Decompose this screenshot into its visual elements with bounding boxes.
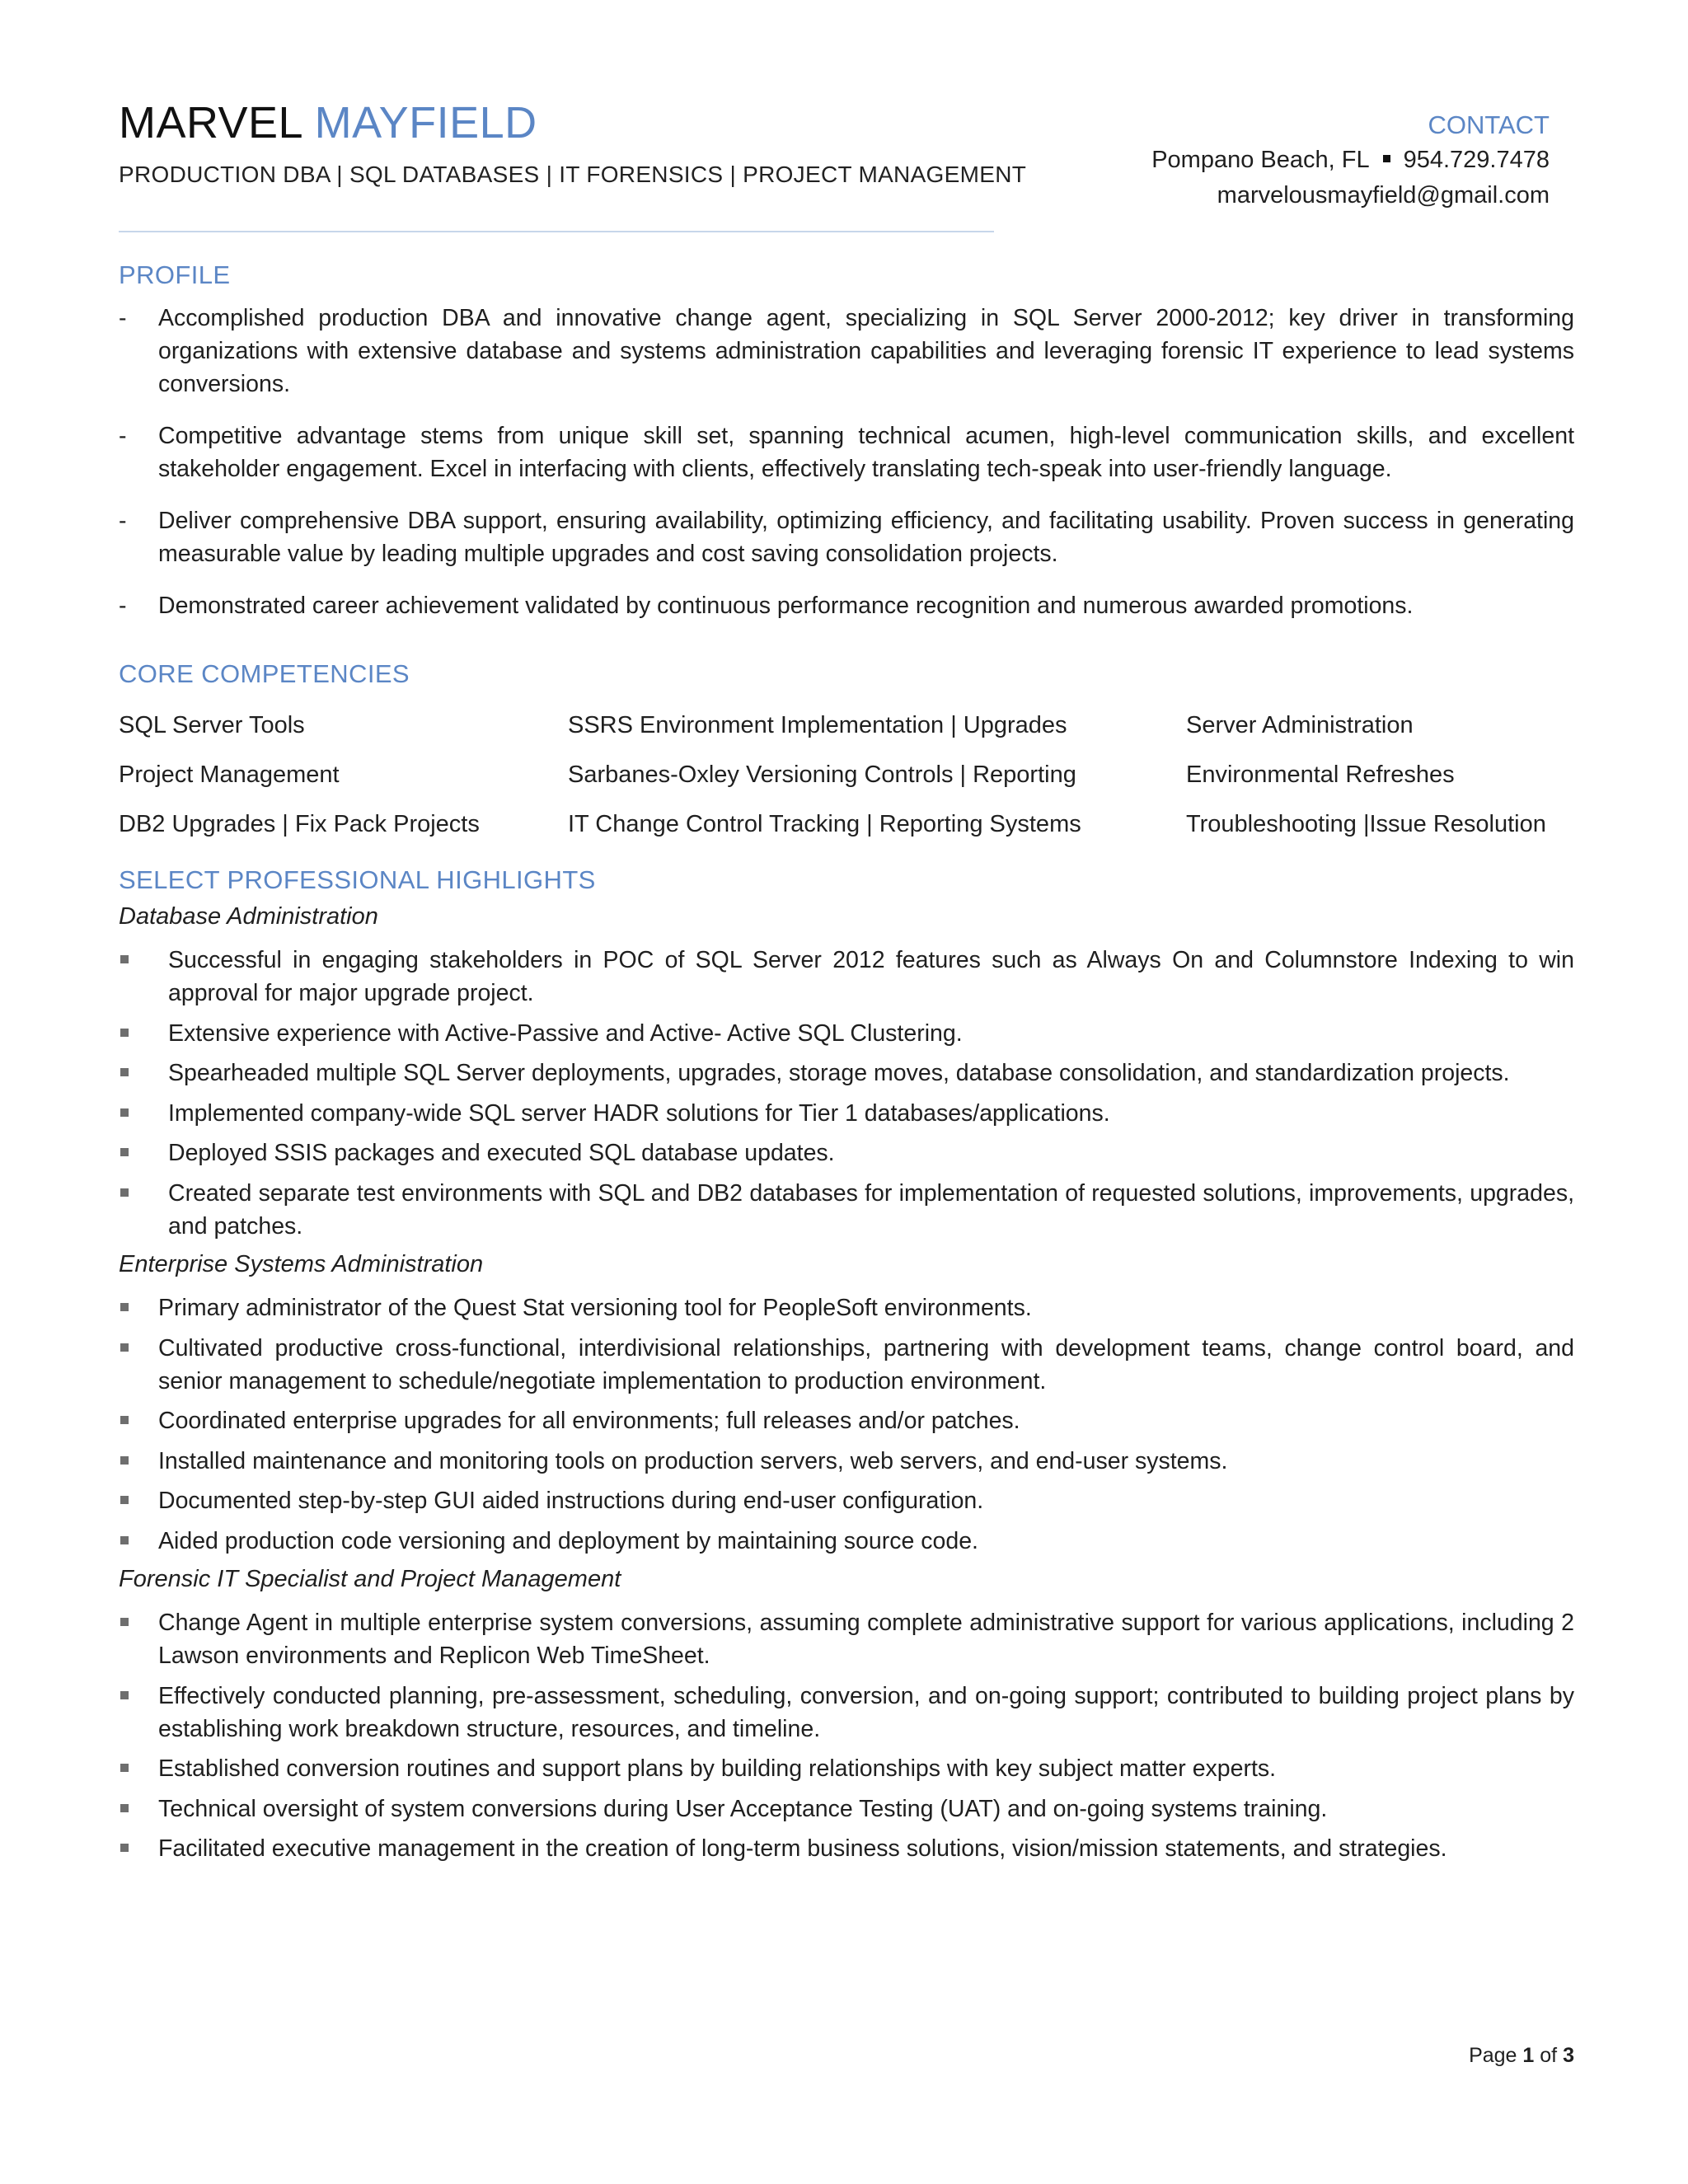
highlight-item: Extensive experience with Active-Passive and Active- Active SQL Clustering.	[119, 1017, 1574, 1050]
competencies-heading: CORE COMPETENCIES	[119, 659, 410, 688]
square-bullet-icon	[120, 1188, 129, 1197]
highlight-item: Documented step-by-step GUI aided instructions during end-user configuration.	[119, 1484, 1574, 1517]
highlight-item: Cultivated productive cross-functional, interdivisional relationships, partnering with development teams, change control board, and senior management to schedule/negotiate implementation to production environment.	[119, 1332, 1574, 1398]
dash-bullet-icon: -	[119, 423, 127, 449]
highlight-group-heading: Enterprise Systems Administration	[119, 1251, 484, 1277]
page-number	[1469, 2044, 1574, 2068]
highlights-heading: SELECT PROFESSIONAL HIGHLIGHTS	[119, 865, 596, 894]
profile-heading: PROFILE	[119, 260, 231, 289]
competency-cell: Project Management	[119, 761, 340, 788]
tagline: PRODUCTION DBA | SQL DATABASES | IT FORENSICS | PROJECT MANAGEMENT	[119, 162, 1027, 187]
profile-item: - Deliver comprehensive DBA support, ensuring availability, optimizing efficiency, and facilitating usability. Proven success in generating measurable value by leading multiple upgrades and cost saving consolidation projects.	[119, 504, 1574, 570]
square-bullet-icon	[120, 1804, 129, 1812]
square-bullet-icon	[120, 1456, 129, 1465]
dash-bullet-icon: -	[119, 305, 127, 331]
contact-location: Pompano Beach, FL	[1151, 147, 1370, 173]
competency-cell: Troubleshooting |Issue Resolution	[1186, 810, 1546, 837]
square-bullet-icon	[120, 1029, 129, 1037]
square-bullet-icon	[120, 1108, 129, 1117]
current-page: 1	[1522, 2044, 1535, 2067]
square-bullet-icon	[120, 1343, 129, 1352]
profile-item: - Competitive advantage stems from unique skill set, spanning technical acumen, high-level communication skills, and excellent stakeholder engagement. Excel in interfacing with clients, effectively translating tech-speak into user-friendly language.	[119, 419, 1574, 485]
square-bullet-icon	[120, 1764, 129, 1772]
square-bullet-icon	[120, 1844, 129, 1852]
square-bullet-icon	[120, 1536, 129, 1544]
contact-line	[1151, 143, 1550, 178]
total-pages: 3	[1563, 2044, 1574, 2067]
highlight-item: Deployed SSIS packages and executed SQL database updates.	[119, 1137, 1574, 1169]
highlight-item: Successful in engaging stakeholders in POC of SQL Server 2012 features such as Always On and Columnstore Indexing to win approval for major upgrade project.	[119, 944, 1574, 1010]
profile-list	[119, 302, 1574, 641]
highlight-item: Installed maintenance and monitoring tools on production servers, web servers, and end-user systems.	[119, 1445, 1574, 1478]
last-name: MAYFIELD	[314, 98, 537, 148]
square-bullet-icon	[120, 1303, 129, 1311]
competency-cell: Sarbanes-Oxley Versioning Controls | Reporting	[568, 761, 1076, 788]
competency-cell: Environmental Refreshes	[1186, 761, 1455, 788]
dash-bullet-icon: -	[119, 593, 127, 619]
highlight-item: Technical oversight of system conversions during User Acceptance Testing (UAT) and on-going systems training.	[119, 1793, 1574, 1825]
dash-bullet-icon: -	[119, 508, 127, 534]
competency-cell: IT Change Control Tracking | Reporting Systems	[568, 810, 1081, 837]
square-bullet-icon	[120, 1496, 129, 1504]
competency-cell: SSRS Environment Implementation | Upgrades	[568, 711, 1067, 738]
contact-email: marvelousmayfield@gmail.com	[1217, 182, 1550, 209]
competency-cell: DB2 Upgrades | Fix Pack Projects	[119, 810, 480, 837]
highlight-group-heading: Database Administration	[119, 903, 378, 930]
highlight-item: Effectively conducted planning, pre-assessment, scheduling, conversion, and on-going support; contributed to building project plans by establishing work breakdown structure, resources, and timeline.	[119, 1680, 1574, 1746]
candidate-name	[119, 97, 537, 148]
square-bullet-icon	[120, 1618, 129, 1626]
highlight-list-forensic	[119, 1606, 1574, 1872]
highlight-item: Established conversion routines and support plans by building relationships with key subject matter experts.	[119, 1752, 1574, 1785]
highlight-group-heading: Forensic IT Specialist and Project Management	[119, 1566, 621, 1592]
competencies-grid	[119, 701, 1578, 849]
competency-row	[119, 750, 1578, 799]
profile-item: - Accomplished production DBA and innovative change agent, specializing in SQL Server 2000-2012; key driver in transforming organizations with extensive database and systems administration capabilities and leveraging forensic IT experience to lead systems conversions.	[119, 302, 1574, 401]
competency-row	[119, 701, 1578, 750]
profile-item: - Demonstrated career achievement validated by continuous performance recognition and numerous awarded promotions.	[119, 589, 1574, 622]
of-label: of	[1540, 2044, 1558, 2067]
competency-cell: Server Administration	[1186, 711, 1414, 738]
contact-phone: 954.729.7478	[1403, 147, 1550, 173]
square-bullet-icon	[120, 1068, 129, 1076]
square-bullet-icon	[120, 1148, 129, 1156]
contact-heading: CONTACT	[1428, 110, 1550, 139]
competency-cell: SQL Server Tools	[119, 711, 305, 738]
highlight-list-dba	[119, 944, 1574, 1249]
first-name: MARVEL	[119, 98, 302, 148]
contact-block	[1151, 107, 1550, 213]
highlight-item: Coordinated enterprise upgrades for all environments; full releases and/or patches.	[119, 1404, 1574, 1437]
highlight-item: Created separate test environments with SQL and DB2 databases for implementation of requested solutions, improvements, upgrades, and patches.	[119, 1177, 1574, 1243]
highlight-item: Primary administrator of the Quest Stat versioning tool for PeopleSoft environments.	[119, 1291, 1574, 1324]
highlight-list-enterprise	[119, 1291, 1574, 1564]
separator-square-icon	[1383, 155, 1390, 162]
square-bullet-icon	[120, 1691, 129, 1699]
highlight-item: Aided production code versioning and deployment by maintaining source code.	[119, 1525, 1574, 1558]
highlight-item: Spearheaded multiple SQL Server deployments, upgrades, storage moves, database consolidation, and standardization projects.	[119, 1057, 1574, 1090]
header-divider	[119, 231, 994, 232]
highlight-item: Implemented company-wide SQL server HADR solutions for Tier 1 databases/applications.	[119, 1097, 1574, 1130]
page-label: Page	[1469, 2044, 1517, 2067]
highlight-item: Change Agent in multiple enterprise system conversions, assuming complete administrative support for various applications, including 2 Lawson environments and Replicon Web TimeSheet.	[119, 1606, 1574, 1672]
highlight-item: Facilitated executive management in the creation of long-term business solutions, vision/mission statements, and strategies.	[119, 1832, 1574, 1865]
square-bullet-icon	[120, 1416, 129, 1424]
square-bullet-icon	[120, 955, 129, 963]
competency-row	[119, 799, 1578, 849]
